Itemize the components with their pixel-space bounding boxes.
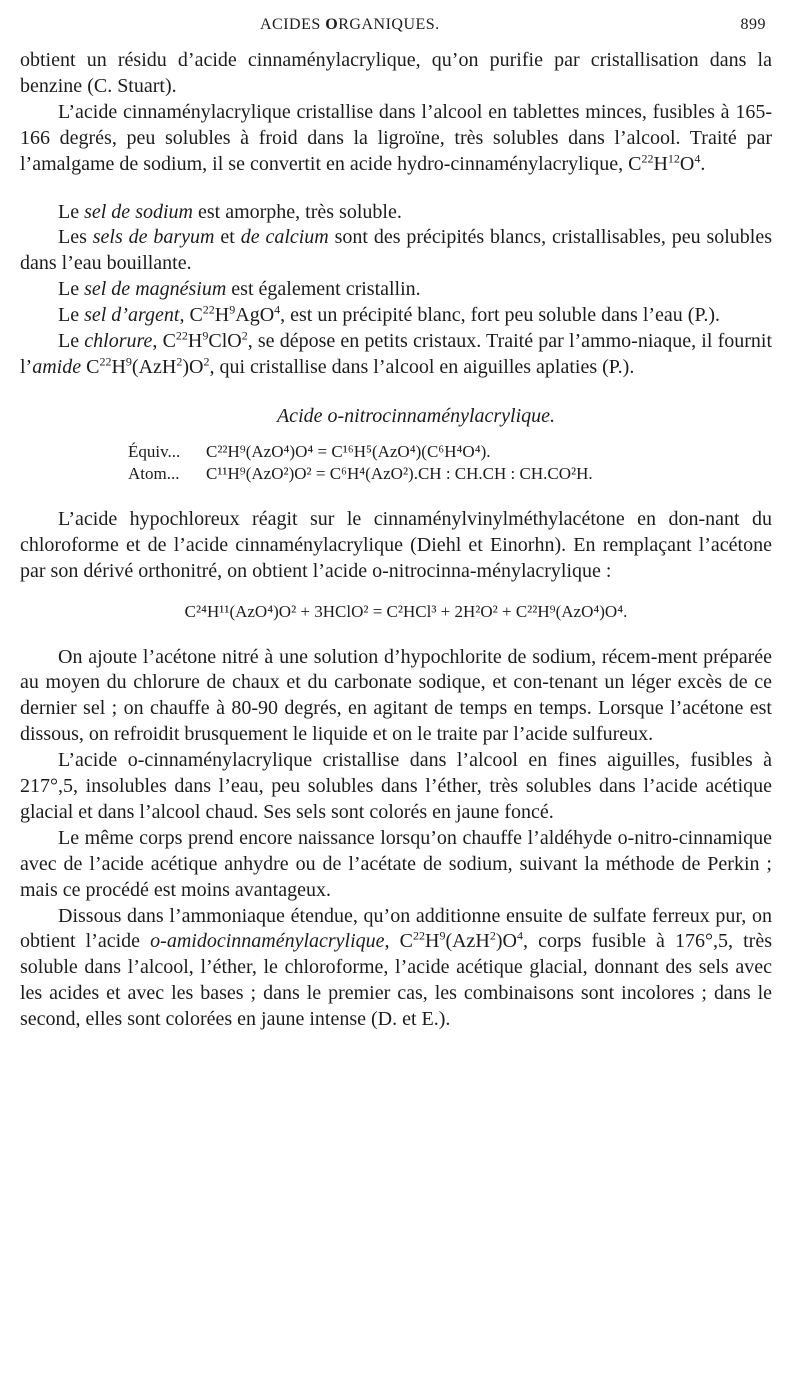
formula-part: H (424, 930, 440, 953)
paragraph-sel-magnesium (20, 277, 772, 303)
text-run: , qui cristallise dans l’alcool en aiguilles aplaties (P.). (209, 355, 635, 378)
formula-part: H (187, 330, 203, 353)
text-run: est également cristallin. (226, 278, 421, 301)
formula-part: H (214, 304, 230, 327)
formula-sup: 2 (489, 928, 496, 943)
spacer (20, 381, 772, 403)
paragraph-o-cinnamenyl: L’acide o-cinnaménylacrylique cristallise dans l’alcool en fines aiguilles, fusibles à 217°,5, insolubles dans l’eau, peu solubles dans l’éther, très solubles dans l’acide acétique glacial et dans l’alcool chaud. Ses sels sont colorés en jaune foncé. (20, 749, 772, 823)
page-number: 899 (740, 16, 766, 33)
formula-part: H (653, 152, 668, 175)
text-run: et (214, 226, 241, 249)
text-run: est amorphe, très soluble. (192, 200, 402, 223)
italic-term: o-amidocinnaménylacrylique (150, 930, 385, 953)
formula-part: (AzH (131, 355, 177, 378)
formula-sup: 4 (274, 302, 281, 317)
formula-value: C²²H⁹(AzO⁴)O⁴ = C¹⁶H⁵(AzO⁴)(C⁶H⁴O⁴). (206, 441, 491, 461)
formula-part: ClO (208, 330, 242, 353)
formula-atom (20, 463, 772, 485)
italic-term: amide (32, 355, 82, 378)
formula-sup: 4 (516, 928, 523, 943)
formula-sup: 4 (694, 150, 701, 165)
reaction-equation: C²⁴H¹¹(AzO⁴)O² + 3HClO² = C²HCl³ + 2H²O² + C²²H⁹(AzO⁴)O⁴. (184, 601, 628, 621)
formula-part: , C (152, 330, 176, 353)
text-run: , corps fusible à 176°,5, très soluble dans l’alcool, l’éther, le chloroforme, l’acide acétique glacial, donnant des sels avec les acides et avec les bases ; dans le premier cas, les combinaisons sont incolores ; dans le second, elles sont colorées en jaune intense (D. et E.). (20, 930, 772, 1031)
formula-part: O (679, 152, 695, 175)
formula-equiv (20, 441, 772, 463)
header-title (260, 16, 440, 34)
text-run: . (700, 152, 706, 175)
formula-sup: 22 (202, 302, 215, 317)
formula-part: AgO (235, 304, 275, 327)
text-run: Le (58, 200, 85, 223)
text-run: Le (58, 278, 85, 301)
paragraph-hypochloreux: L’acide hypochloreux réagit sur le cinnaménylvinylméthylacétone en don-nant du chloroforme et de l’acide cinnaménylacrylique (Diehl et Einorhn). En remplaçant l’acétone par son dérivé orthonitré, on obtient l’acide o-nitrocinna-ménylacrylique : (20, 507, 772, 582)
running-header (20, 16, 770, 40)
section-heading: Acide o-nitrocinnaménylacrylique. (276, 404, 556, 427)
formula-sup: 9 (439, 928, 446, 943)
formula-block (20, 441, 772, 485)
spacer (20, 178, 772, 200)
text-run: Le (58, 330, 85, 353)
paragraph-chlorure (20, 329, 772, 381)
header-title-part: O (325, 16, 339, 33)
formula-sup: 2 (203, 354, 210, 369)
formula-sup: 22 (641, 150, 654, 165)
paragraph-meme-corps: Le même corps prend encore naissance lorsqu’on chauffe l’aldéhyde o-nitro-cinnamique avec de l’acide acétique anhydre ou de l’acétate de sodium, suivant la méthode de Perkin ; mais ce procédé est moins avantageux. (20, 826, 772, 901)
text-run: Les (58, 226, 93, 249)
formula-sup: 22 (99, 354, 112, 369)
formula-label: Atom... (128, 463, 180, 483)
italic-term: sel d’argent (84, 304, 180, 327)
paragraph-cristallise (20, 100, 772, 178)
formula-sup: 2 (241, 328, 248, 343)
text-run: Le (58, 304, 85, 327)
text-run: , se dépose en petits cristaux. Traité par l’ammo-niaque, il fournit l’ (20, 330, 773, 378)
text-run: L’acide cinnaménylacrylique cristallise dans l’alcool en tablettes minces, fusibles à 165-166 degrés, peu solubles à froid dans la ligroïne, très solubles dans l’alcool. Traité par l’amalgame de sodium, il se convertit en acide hydro-cinnaménylacrylique, C (20, 100, 772, 175)
formula-part: C (81, 355, 100, 378)
italic-term: chlorure (84, 330, 153, 353)
formula-label: Équiv... (128, 441, 181, 461)
formula-part: )O (182, 355, 204, 378)
header-title-part: RGANIQUES. (338, 16, 440, 33)
formula-part: , C (384, 930, 413, 953)
italic-term: sel de magnésium (84, 278, 227, 301)
paragraph-ajoute: On ajoute l’acétone nitré à une solution d’hypochlorite de sodium, récem-ment préparée au moyen du chlorure de chaux et du carbonate sodique, et con-tenant un léger excès de ce dernier sel ; on chauffe à 80-90 degrés, en agitant de temps en temps. Lorsque l’acétone est dissous, on refroidit brusquement le liquide et on le traite par l’acide sulfureux. (20, 645, 772, 746)
formula-sup: 9 (229, 302, 236, 317)
paragraph-residu: obtient un résidu d’acide cinnaménylacrylique, qu’on purifie par cristallisation dans la benzine (C. Stuart). (20, 49, 772, 97)
paragraph-sel-argent (20, 303, 772, 329)
formula-sup: 9 (125, 354, 132, 369)
header-title-part: ACIDES (260, 16, 326, 33)
page-body (20, 48, 772, 1033)
paragraph-dissous (20, 904, 772, 1034)
formula-sup: 12 (667, 150, 680, 165)
paragraph-sels-baryum (20, 225, 772, 277)
italic-term: sels de baryum (92, 226, 215, 249)
italic-term: de calcium (240, 226, 329, 249)
text-run: Dissous dans l’ammoniaque étendue, qu’on additionne ensuite de sulfate ferreux pur, on obtient l’acide (20, 904, 772, 953)
formula-part: , C (179, 304, 203, 327)
italic-term: sel de sodium (84, 200, 193, 223)
paragraph-sel-sodium (20, 200, 772, 226)
formula-part: (AzH (445, 930, 490, 953)
formula-sup: 22 (412, 928, 425, 943)
formula-value: C¹¹H⁹(AzO²)O² = C⁶H⁴(AzO²).CH : CH.CH : CH.CO²H. (206, 463, 593, 483)
text-run: , est un précipité blanc, fort peu soluble dans l’eau (P.). (280, 304, 721, 327)
text-run: sont des précipités blancs, cristallisables, peu solubles dans l’eau bouillante. (20, 226, 772, 275)
formula-sup: 22 (175, 328, 188, 343)
formula-part: H (111, 355, 126, 378)
formula-sup: 2 (176, 354, 183, 369)
formula-sup: 9 (202, 328, 209, 343)
formula-part: )O (495, 930, 517, 953)
